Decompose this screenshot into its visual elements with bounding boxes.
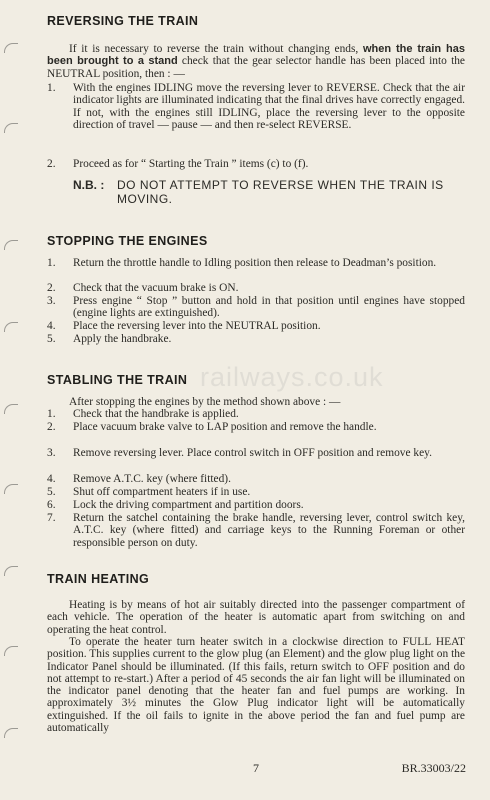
section-heading-stopping: STOPPING THE ENGINES — [47, 234, 208, 248]
item-text: Lock the driving compartment and partition doors. — [73, 499, 304, 511]
section-heading-stabling: STABLING THE TRAIN — [47, 373, 188, 387]
reversing-intro: If it is necessary to reverse the train without changing ends, when the train has been brought to a stand check that the gear selector handle has been placed into the NEUTRAL position, then : — — [47, 43, 465, 80]
item-text: Shut off compartment heaters if in use. — [73, 486, 251, 498]
section-heading-heating: TRAIN HEATING — [47, 572, 150, 586]
watermark: railways.co.uk — [200, 362, 384, 392]
section-heading-reversing: REVERSING THE TRAIN — [47, 14, 199, 28]
binder-mark — [4, 322, 18, 332]
page-number: 7 — [253, 761, 259, 775]
item-text: Return the throttle handle to Idling position then release to Deadman’s position. — [73, 257, 437, 269]
binder-mark — [4, 566, 18, 576]
item-number: 2. — [47, 282, 56, 294]
stabling-intro: After stopping the engines by the method shown above : — — [69, 396, 341, 408]
binder-mark — [4, 728, 18, 738]
item-number: 6. — [47, 499, 56, 511]
item-number: 1. — [47, 257, 56, 269]
item-number: 4. — [47, 320, 56, 332]
item-number: 3. — [47, 447, 56, 459]
item-number: 4. — [47, 473, 56, 485]
item-text: Place vacuum brake valve to LAP position and remove the handle. — [73, 421, 377, 433]
item-text: Check that the handbrake is applied. — [73, 408, 239, 420]
item-number: 2. — [47, 158, 56, 170]
item-text: Apply the handbrake. — [73, 333, 172, 345]
document-reference: BR.33003/22 — [401, 761, 466, 775]
binder-mark — [4, 484, 18, 494]
item-number: 5. — [47, 333, 56, 345]
item-text: Check that the vacuum brake is ON. — [73, 282, 239, 294]
item-number: 5. — [47, 486, 56, 498]
item-text: Proceed as for “ Starting the Train ” items (c) to (f). — [73, 158, 309, 170]
item-text: Place the reversing lever into the NEUTRAL position. — [73, 320, 321, 332]
binder-mark — [4, 43, 18, 53]
binder-mark — [4, 404, 18, 414]
item-text: Remove reversing lever. Place control switch in OFF position and remove key. — [73, 447, 432, 459]
nb-text: DO NOT ATTEMPT TO REVERSE WHEN THE TRAIN IS MOVING. — [117, 178, 444, 206]
nb-label: N.B. : — [73, 178, 105, 192]
binder-mark — [4, 123, 18, 133]
item-number: 1. — [47, 82, 56, 94]
item-text: Press engine “ Stop ” button and hold in that position until engines have stopped (engine lights are extinguished). — [73, 295, 465, 320]
heating-paragraph-1: Heating is by means of hot air suitably directed into the passenger compartment of each vehicle. The operation of the heater is automatic apart from switching on and operating the heat control. — [47, 599, 465, 636]
item-text: Return the satchel containing the brake handle, reversing lever, control switch key, A.T.C. key (where fitted) and carriage keys to the Running Foreman or other responsible person on duty. — [73, 512, 465, 549]
binder-mark — [4, 240, 18, 250]
item-number: 3. — [47, 295, 56, 307]
item-number: 2. — [47, 421, 56, 433]
heating-paragraph-2: To operate the heater turn heater switch in a clockwise direction to FULL HEAT position. This supplies current to the glow plug (an Element) and the glow plug light on the Indicator Panel should be illuminated. (If this fails, return switch to OFF position and do not attempt to re-start.) After a period of 45 seconds the air fan light will be illuminated on the indicator panel denoting that the heater fan and fuel pumps are working. In approximately 3½ minutes the Glow Plug indicator light will be automatically extinguished. If the oil fails to ignite in the above period the fan and fuel pump are automatically — [47, 636, 465, 735]
binder-mark — [4, 646, 18, 656]
item-number: 1. — [47, 408, 56, 420]
item-number: 7. — [47, 512, 56, 524]
item-text: With the engines IDLING move the reversing lever to REVERSE. Check that the air indicator lights are illuminated indicating that the final drives have correctly engaged. If not, with the engines still IDLING, place the reversing lever to the opposite direction of travel — pause — and then re-select REVERSE. — [73, 82, 465, 131]
item-text: Remove A.T.C. key (where fitted). — [73, 473, 231, 485]
